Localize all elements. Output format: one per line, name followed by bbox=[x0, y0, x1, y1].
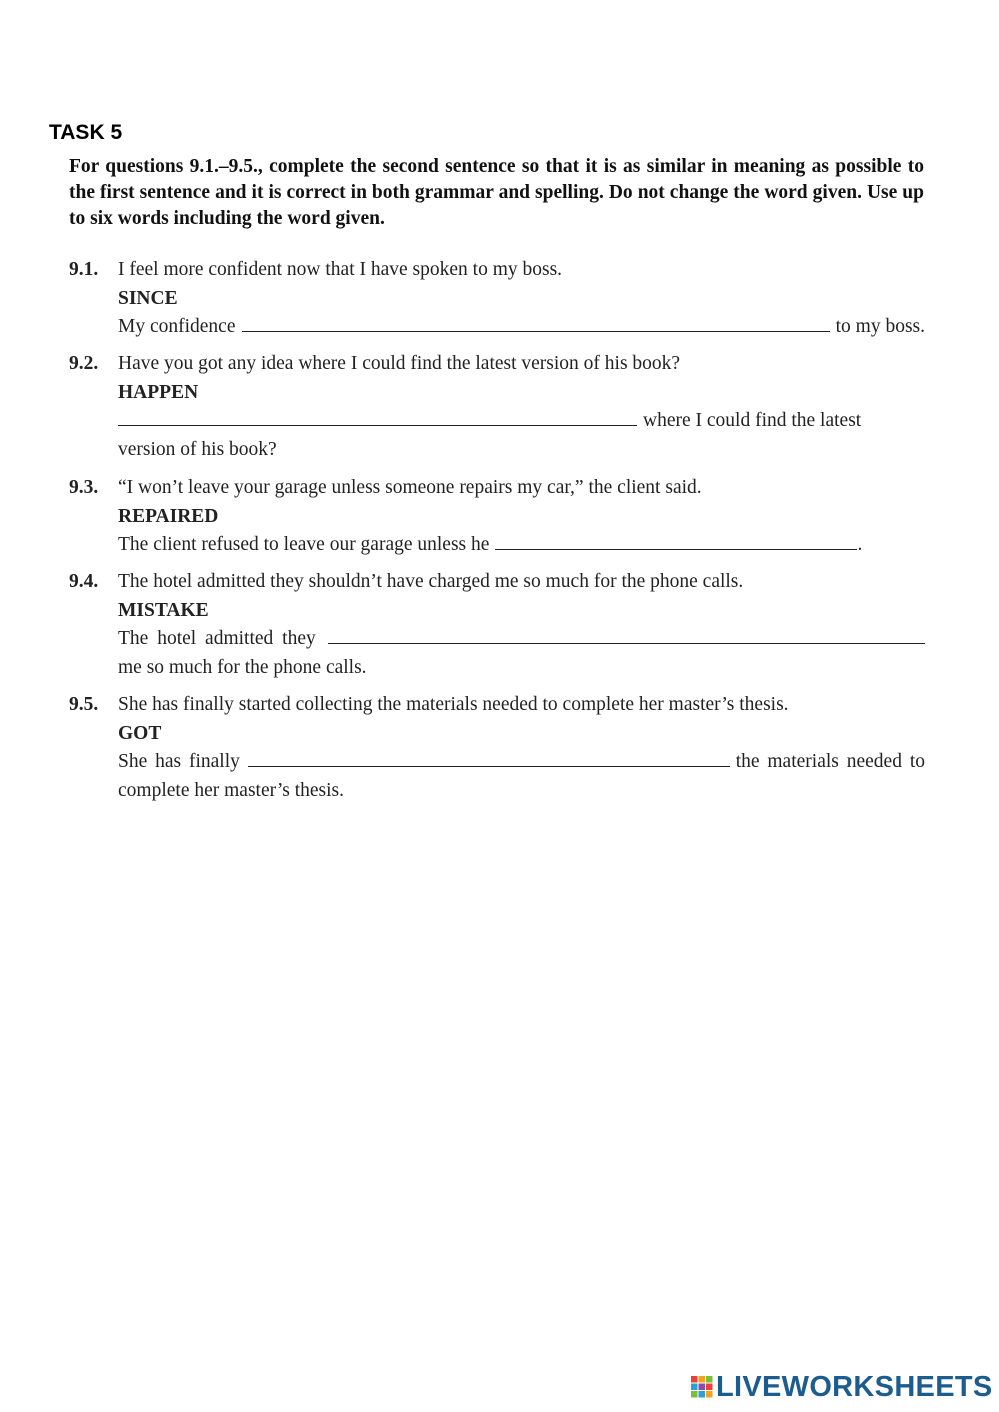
answer-blank[interactable] bbox=[328, 625, 925, 644]
answer-continuation: complete her master’s thesis. bbox=[118, 779, 344, 801]
answer-row bbox=[118, 748, 925, 777]
liveworksheets-logo-icon bbox=[691, 1375, 713, 1399]
question-number: 9.1. bbox=[69, 259, 99, 280]
answer-suffix: . bbox=[857, 534, 863, 555]
question-number: 9.3. bbox=[69, 477, 99, 498]
question-sentence: The hotel admitted they shouldn’t have charged me so much for the phone calls. bbox=[118, 571, 744, 592]
keyword: HAPPEN bbox=[118, 381, 199, 403]
answer-prefix: The client refused to leave our garage unless he bbox=[118, 534, 490, 555]
keyword: SINCE bbox=[118, 287, 178, 309]
liveworksheets-logo[interactable] bbox=[691, 1371, 993, 1403]
answer-continuation: me so much for the phone calls. bbox=[118, 656, 367, 678]
answer-row bbox=[118, 407, 925, 436]
question-sentence: Have you got any idea where I could find the latest version of his book? bbox=[118, 353, 681, 374]
answer-suffix: where I could find the latest bbox=[643, 410, 862, 431]
question-number: 9.4. bbox=[69, 571, 99, 592]
answer-prefix: My confidence bbox=[118, 316, 236, 337]
instructions: For questions 9.1.–9.5., complete the second sentence so that it is as similar in meaning as possible to the first sentence and it is correct in both grammar and spelling. Do not change the word given. Use up to six words including the word given. bbox=[69, 156, 924, 229]
answer-prefix: The hotel admitted they bbox=[118, 628, 316, 649]
answer-suffix: the materials needed to bbox=[735, 751, 925, 772]
answer-row bbox=[118, 625, 925, 654]
answer-blank[interactable] bbox=[248, 748, 730, 767]
answer-blank[interactable] bbox=[242, 313, 830, 332]
answer-prefix: She has finally bbox=[118, 751, 240, 772]
keyword: GOT bbox=[118, 722, 162, 744]
task-title: TASK 5 bbox=[49, 121, 123, 144]
logo-text: LIVEWORKSHEETS bbox=[716, 1370, 993, 1403]
answer-row bbox=[118, 531, 925, 560]
keyword: REPAIRED bbox=[118, 505, 219, 527]
answer-blank[interactable] bbox=[495, 531, 857, 550]
answer-blank[interactable] bbox=[118, 407, 637, 426]
question-number: 9.2. bbox=[69, 353, 99, 374]
answer-suffix: to my boss. bbox=[835, 316, 925, 337]
question-sentence: I feel more confident now that I have spoken to my boss. bbox=[118, 259, 563, 280]
answer-continuation: version of his book? bbox=[118, 438, 277, 460]
question-sentence: She has finally started collecting the materials needed to complete her master’s thesis. bbox=[118, 694, 789, 715]
question-number: 9.5. bbox=[69, 694, 99, 715]
question-sentence: “I won’t leave your garage unless someone repairs my car,” the client said. bbox=[118, 477, 702, 498]
answer-row bbox=[118, 313, 925, 342]
keyword: MISTAKE bbox=[118, 599, 209, 621]
